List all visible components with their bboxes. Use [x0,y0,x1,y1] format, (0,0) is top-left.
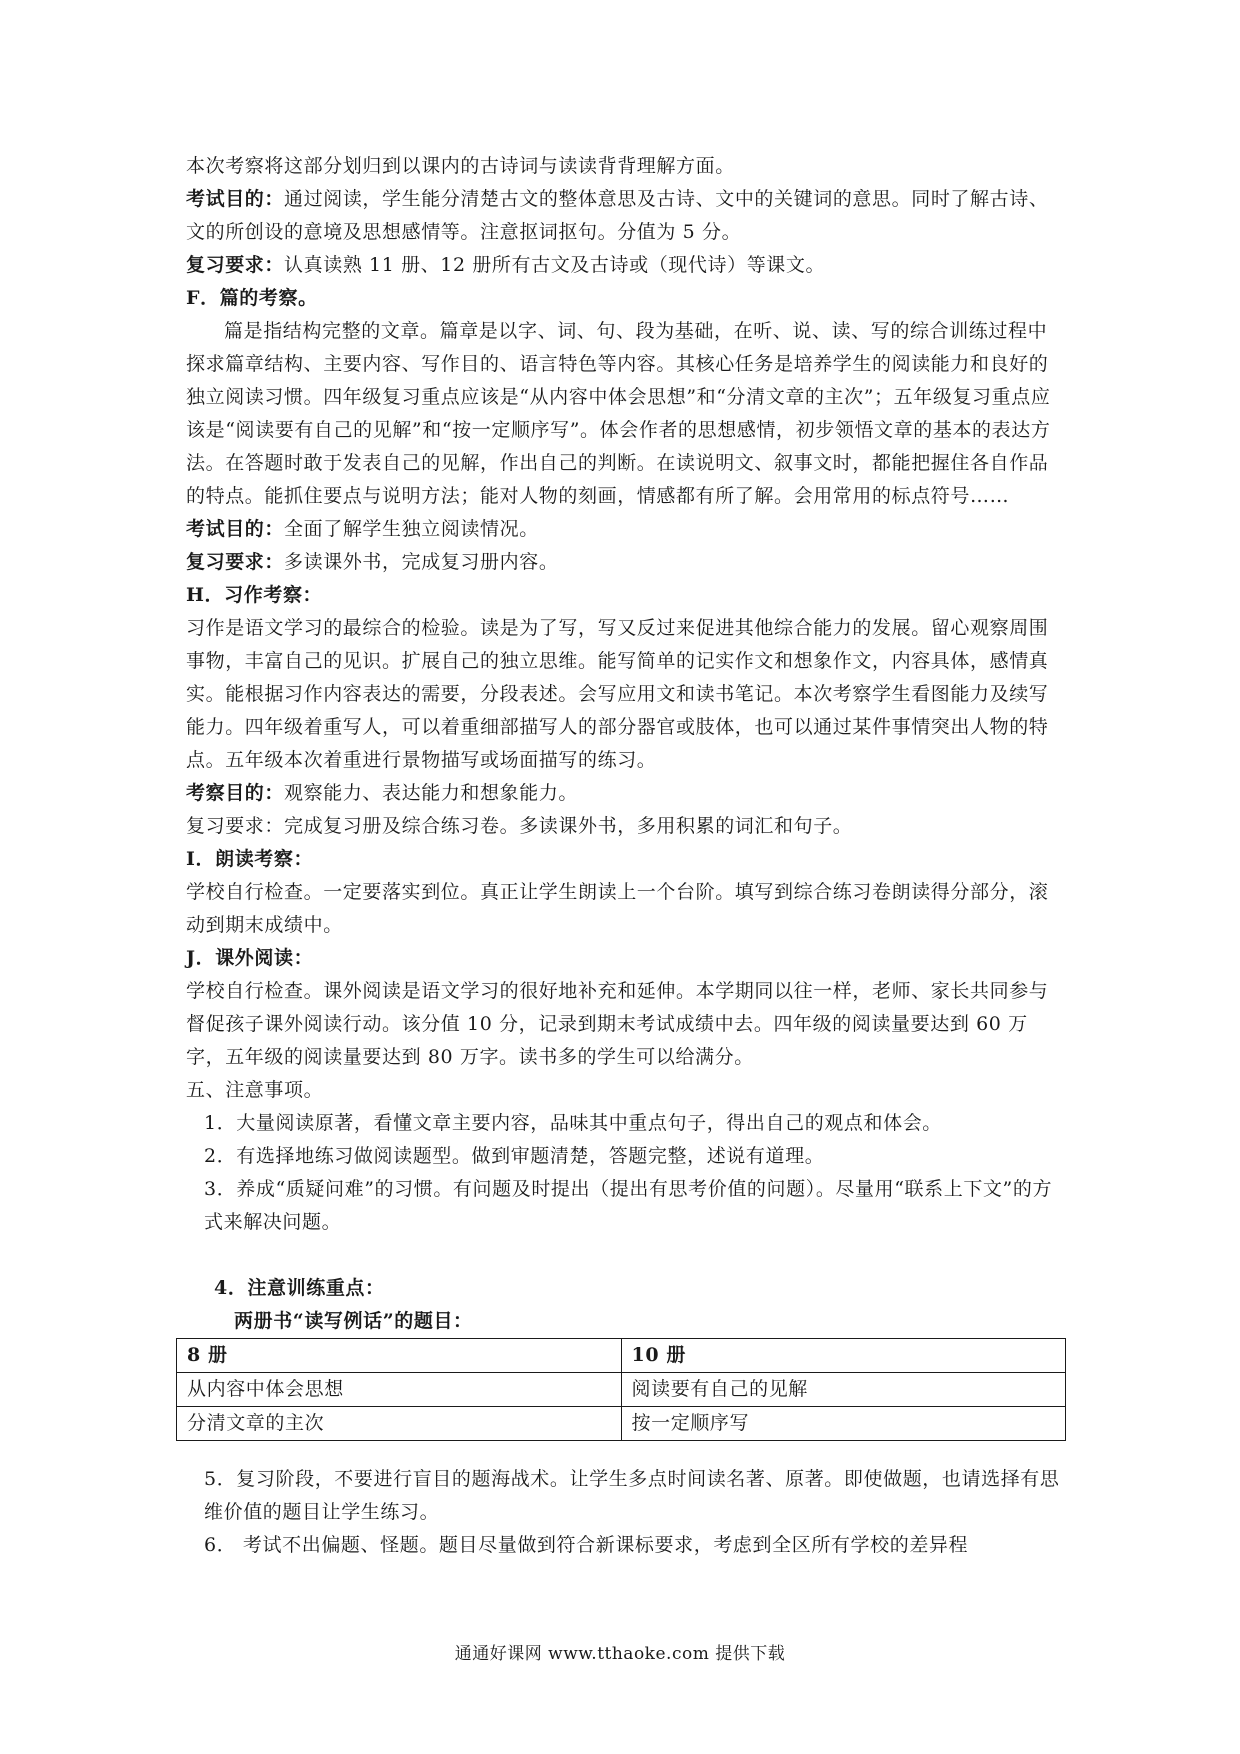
text-h-goal: 观察能力、表达能力和想象能力。 [284,782,579,804]
spacer [186,1239,1066,1272]
section-heading-f: F．篇的考察。 [186,287,318,309]
paragraph-f-req [186,546,1066,579]
label-h-goal: 考察目的： [186,782,285,804]
table-row [177,1373,1066,1407]
label-review-req: 复习要求： [186,254,285,276]
spacer [186,1441,1066,1463]
table-header-row [177,1339,1066,1373]
table-caption: 两册书“读写例话”的题目： [234,1310,473,1332]
paragraph-f-body: 篇是指结构完整的文章。篇章是以字、词、句、段为基础，在听、说、读、写的综合训练过程中探求篇章结构、主要内容、写作目的、语言特色等内容。其核心任务是培养学生的阅读能力和良好的独立阅读习惯。四年级复习重点应该是“从内容中体会思想”和“分清文章的主次”；五年级复习重点应该是“阅读要有自己的见解”和“按一定顺序写”。体会作者的思想感情，初步领悟文章的基本的表达方法。在答题时敢于发表自己的见解，作出自己的判断。在读说明文、叙事文时，都能把握住各自作品的特点。能抓住要点与说明方法；能对人物的刻画，情感都有所了解。会用常用的标点符号…… [186,320,1051,507]
paragraph-h-body: 习作是语文学习的最综合的检验。读是为了写，写又反过来促进其他综合能力的发展。留心观察周围事物，丰富自己的见识。扩展自己的独立思维。能写简单的记实作文和想象作文，内容具体，感情真实。能根据习作内容表达的需要，分段表述。会写应用文和读书笔记。本次考察学生看图能力及续写能力。四年级着重写人，可以着重细部描写人的部分器官或肢体，也可以通过某件事情突出人物的特点。五年级本次着重进行景物描写或场面描写的练习。 [186,617,1049,771]
table-header-cell-8: 8 册 [177,1339,622,1373]
text-f-goal: 全面了解学生独立阅读情况。 [284,518,539,540]
section-heading-j: J．课外阅读： [186,947,314,969]
text-exam-goal: 通过阅读，学生能分清楚古文的整体意思及古诗、文中的关键词的意思。同时了解古诗、文的所创设的意境及思想感情等。注意抠词抠句。分值为 5 分。 [186,188,1049,243]
paragraph-h-goal [186,777,1066,810]
label-exam-goal: 考试目的： [186,188,285,210]
text-f-req: 多读课外书，完成复习册内容。 [284,551,559,573]
list-item-2: 2．有选择地练习做阅读题型。做到审题清楚，答题完整，述说有道理。 [204,1145,825,1167]
paragraph-review-req-ancient [186,249,1066,282]
label-f-req: 复习要求： [186,551,285,573]
paragraph-h-req: 复习要求：完成复习册及综合练习卷。多读课外书，多用积累的词汇和句子。 [186,815,853,837]
section-heading-h: H．习作考察： [186,584,323,606]
read-write-table [176,1338,1066,1441]
paragraph-exam-goal-ancient [186,183,1066,249]
table-cell: 阅读要有自己的见解 [621,1373,1066,1407]
list-item-3: 3．养成“质疑问难”的习惯。有问题及时提出（提出有思考价值的问题）。尽量用“联系上下文”的方式来解决问题。 [204,1178,1053,1233]
table-cell: 按一定顺序写 [621,1407,1066,1441]
table-cell: 从内容中体会思想 [177,1373,622,1407]
page-footer: 通通好课网 www.tthaoke.com 提供下载 [454,1644,786,1664]
label-f-goal: 考试目的： [186,518,285,540]
paragraph-f-goal [186,513,1066,546]
table-row [177,1407,1066,1441]
table-header-cell-10: 10 册 [621,1339,1066,1373]
paragraph-i-body: 学校自行检查。一定要落实到位。真正让学生朗读上一个台阶。填写到综合练习卷朗读得分部分，滚动到期末成绩中。 [186,881,1049,936]
text-review-req: 认真读熟 11 册、12 册所有古文及古诗或（现代诗）等课文。 [284,254,826,276]
section-heading-five: 五、注意事项。 [186,1079,324,1101]
list-item-1: 1．大量阅读原著，看懂文章主要内容，品味其中重点句子，得出自己的观点和体会。 [204,1112,942,1134]
section-heading-i: I．朗读考察： [186,848,314,870]
list-item-6: 6． 考试不出偏题、怪题。题目尽量做到符合新课标要求，考虑到全区所有学校的差异程 [204,1534,969,1556]
document-body [186,150,1066,1562]
list-item-5: 5．复习阶段，不要进行盲目的题海战术。让学生多点时间读名著、原著。即使做题，也请选择有思维价值的题目让学生练习。 [204,1468,1060,1523]
paragraph-ancient-poetry-scope: 本次考察将这部分划归到以课内的古诗词与读读背背理解方面。 [186,155,735,177]
table-cell: 分清文章的主次 [177,1407,622,1441]
paragraph-j-body: 学校自行检查。课外阅读是语文学习的很好地补充和延伸。本学期同以往一样，老师、家长共同参与督促孩子课外阅读行动。该分值 10 分，记录到期末考试成绩中去。四年级的阅读量要达到 60 万字，五年级的阅读量要达到 80 万字。读书多的学生可以给满分。 [186,980,1049,1068]
section-heading-four: 4．注意训练重点： [214,1277,385,1299]
